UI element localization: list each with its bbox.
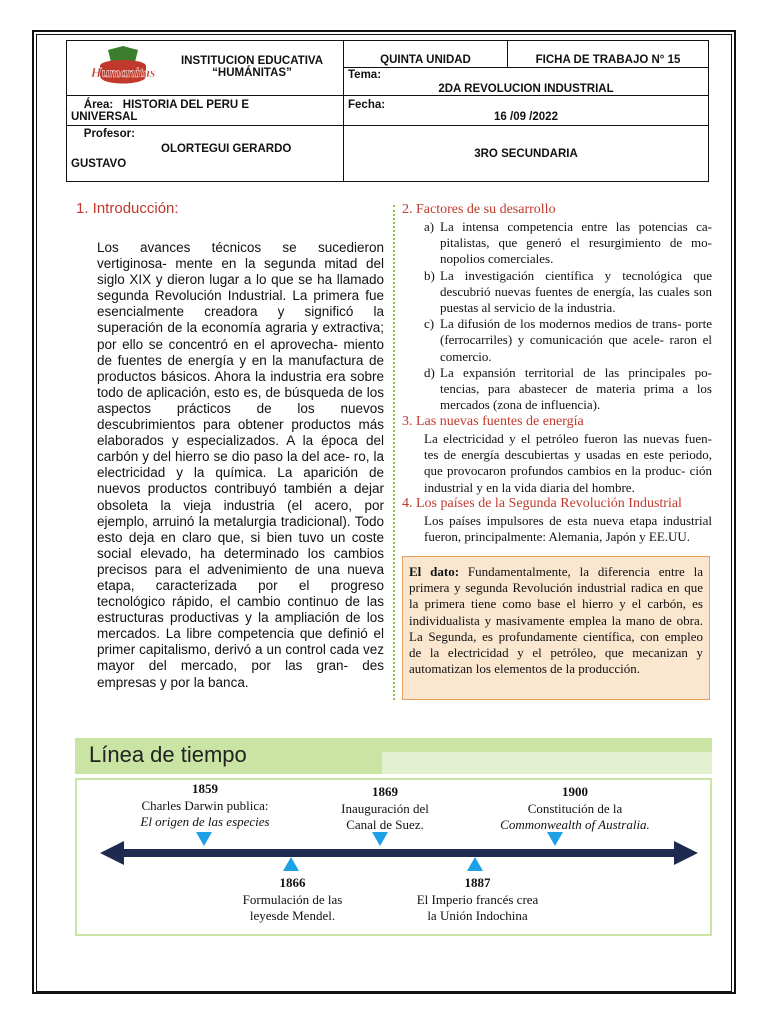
paises-body: Los países impulsores de esta nueva etapa industrial fueron, principalmente: Alemania, Japón y EE.UU. [424, 513, 712, 545]
area-label: Área: [83, 99, 114, 111]
dato-text: Fundamentalmente, la diferencia entre la primera y segunda Revolución industrial radica en que la primera tiene como base el hierro y el carbón, es individualista y masivamente emplea la mano de obra. La Segunda, es profundamente científica, con empleo de la electricidad y el petróleo, que mecanizan y automatizan los elementos de la producción. [409, 564, 703, 677]
event-1900: 1900 Constitución de la Commonwealth of Australia. [500, 784, 650, 832]
factores-title: 2. Factores de su desarrollo [402, 202, 556, 217]
intro-title: 1. Introducción: [76, 200, 179, 217]
factor-item-b: b) La investigación científica y tecnológica que descubrió nuevas fuentes de energía, las cuales son puestas al servicio de la industria. [424, 267, 712, 316]
event-1869: 1869 Inauguración del Canal de Suez. [341, 784, 429, 832]
profesor-label: Profesor: [83, 128, 135, 140]
event-1866: 1866 Formulación de las leyesde Mendel. [242, 875, 343, 923]
factor-item-c: c) La difusión de los modernos medios de trans- porte (ferrocarriles) y comunicación que acele- raron el comercio. [424, 316, 712, 364]
tema-label: Tema: [348, 69, 382, 81]
timeline-title: Línea de tiempo [89, 742, 247, 767]
intro-body: Los avances técnicos se sucedieron vertiginosa- mente en la segunda mitad del siglo XIX y dieron lugar a lo que se ha llamado segunda Revolución Industrial. La primera fue esencialmente creadora y significó la superación de la economía agraria y extractiva; por ello se concentró en el aprovecha- miento de fuentes de energía y en la manufactura de productos básicos. Ahora la industria era sobre todo de aplicación, esto es, de búsqueda de los aspectos prácticos de los nuevos descubrimientos para obtener productos más elaborados y especializados. A la época del carbón y del hierro se dio paso la del ace- ro, la electricidad y la química. La aparición de nuevos productos contribuyó también a dejar obsoleta la vieja industria (el acero, por ejemplo, arruinó la metalurgia tradicional). Todo esto deja en claro que, si bien tuvo un coste social elevado, ha determinado los cambios precisos para el advenimiento de una nueva etapa, caracterizada por el progreso tecnológico rápido, el cambio continuo de las estructuras productivas y la ampliación de los mercados. La libre competencia que definió el primer capitalismo, derivó a un control cada vez mayor del mercado, por las gran- des empresas y por la banca. [97, 240, 384, 690]
institution-line2: “HUMÁNITAS” [212, 67, 292, 79]
marker-1900 [547, 832, 563, 846]
fecha-value: 16 /09 /2022 [494, 111, 558, 123]
area-cell [67, 96, 344, 126]
fuentes-title: 3. Las nuevas fuentes de energía [402, 414, 584, 429]
fecha-cell [344, 96, 709, 126]
marker-1887 [467, 857, 483, 871]
worksheet-cell [508, 41, 709, 68]
marker-1866 [283, 857, 299, 871]
grade-cell [344, 126, 709, 182]
paises-title: 4. Los países de la Segunda Revolución Industrial [402, 496, 682, 511]
area-value-2: UNIVERSAL [71, 111, 138, 123]
factor-item-d: d) La expansión territorial de las principales po- tencias, para abastecer de materia prima a los mercados (zona de influencia). [424, 364, 712, 413]
grade-value: 3RO SECUNDARIA [474, 148, 578, 160]
fuentes-body: La electricidad y el petróleo fueron las nuevas fuen- tes de energía descubiertas y usadas en este periodo, que provocaron profundos cambios en la produc- ción industrial y en la vida diaria del hombre. [424, 431, 712, 495]
tema-value: 2DA REVOLUCION INDUSTRIAL [438, 83, 614, 95]
marker-1859 [196, 832, 212, 846]
school-logo [80, 46, 166, 92]
timeline-header-band [382, 752, 712, 774]
tema-cell [344, 68, 709, 96]
area-value-1: HISTORIA DEL PERU E [122, 99, 250, 111]
event-1887: 1887 El Imperio francés crea la Unión Indochina [416, 875, 539, 923]
fecha-label: Fecha: [348, 99, 386, 111]
profesor-cell [67, 126, 344, 182]
worksheet-label: FICHA DE TRABAJO N° 15 [535, 54, 681, 66]
profesor-value-2: GUSTAVO [71, 158, 127, 170]
unit-label: QUINTA UNIDAD [380, 54, 471, 66]
marker-1869 [372, 832, 388, 846]
dato-box [402, 556, 710, 700]
institution-line1: INSTITUCION EDUCATIVA [180, 55, 324, 67]
logo-text: Humanitas [90, 66, 156, 81]
column-divider [393, 205, 397, 700]
event-1859: 1859 Charles Darwin publica: El origen de las especies [140, 781, 270, 829]
profesor-value-1: OLORTEGUI GERARDO [161, 143, 292, 155]
unit-cell [344, 41, 508, 68]
timeline-arrow [100, 840, 698, 866]
factor-item-a: a) La intensa competencia entre las potencias ca- pitalistas, que generó el resurgimiento de mo- nopolios comerciales. [424, 219, 712, 267]
dato-label: El dato: [409, 564, 460, 579]
factores-list [424, 219, 712, 413]
